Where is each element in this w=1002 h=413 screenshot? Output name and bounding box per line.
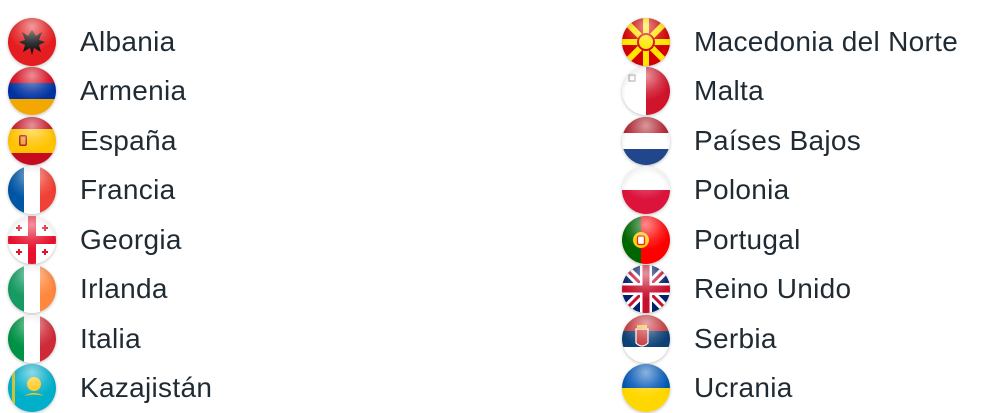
albania-flag-icon	[8, 18, 56, 66]
spain-flag-icon	[8, 117, 56, 165]
malta-flag-icon	[622, 67, 670, 115]
country-name: Italia	[80, 323, 141, 355]
country-name: Malta	[694, 75, 764, 107]
armenia-flag-icon	[8, 67, 56, 115]
country-name: Irlanda	[80, 273, 168, 305]
country-list-right	[622, 17, 958, 413]
ukraine-flag-icon	[622, 364, 670, 412]
country-name: Kazajistán	[80, 372, 212, 404]
country-name: Ucrania	[694, 372, 793, 404]
list-item	[622, 67, 958, 117]
country-name: Polonia	[694, 174, 790, 206]
list-item	[622, 116, 958, 166]
country-list-left	[8, 17, 212, 413]
italy-flag-icon	[8, 315, 56, 363]
list-item	[8, 116, 212, 166]
united-kingdom-flag-icon	[622, 265, 670, 313]
ireland-flag-icon	[8, 265, 56, 313]
north-macedonia-flag-icon	[622, 18, 670, 66]
country-name: Portugal	[694, 224, 801, 256]
country-name: Países Bajos	[694, 125, 861, 157]
country-name: España	[80, 125, 177, 157]
country-name: Georgia	[80, 224, 182, 256]
country-name: Albania	[80, 26, 176, 58]
list-item	[622, 166, 958, 216]
list-item	[622, 314, 958, 364]
list-item	[622, 364, 958, 413]
list-item	[8, 314, 212, 364]
kazakhstan-flag-icon	[8, 364, 56, 412]
list-item	[8, 364, 212, 413]
list-item	[8, 17, 212, 67]
france-flag-icon	[8, 166, 56, 214]
list-item	[8, 215, 212, 265]
country-name: Armenia	[80, 75, 186, 107]
portugal-flag-icon	[622, 216, 670, 264]
serbia-flag-icon	[622, 315, 670, 363]
country-name: Francia	[80, 174, 175, 206]
list-item	[8, 166, 212, 216]
country-name: Macedonia del Norte	[694, 26, 958, 58]
list-item	[622, 215, 958, 265]
list-item	[622, 17, 958, 67]
list-item	[8, 265, 212, 315]
georgia-flag-icon	[8, 216, 56, 264]
list-item	[622, 265, 958, 315]
poland-flag-icon	[622, 166, 670, 214]
country-name: Serbia	[694, 323, 777, 355]
netherlands-flag-icon	[622, 117, 670, 165]
country-name: Reino Unido	[694, 273, 851, 305]
list-item	[8, 67, 212, 117]
